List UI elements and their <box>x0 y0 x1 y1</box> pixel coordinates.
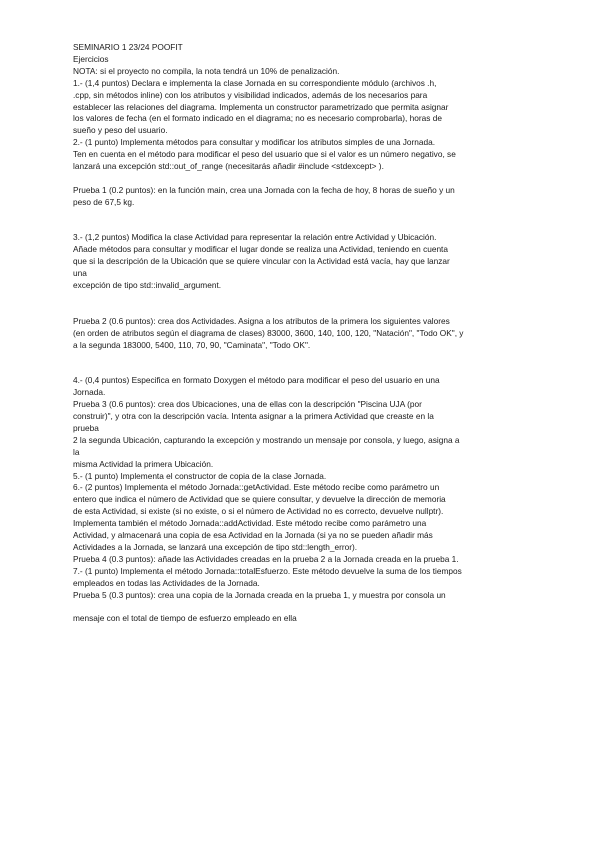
text-line: prueba <box>73 422 99 433</box>
text-line: 5.- (1 punto) Implementa el constructor de copia de la clase Jornada. <box>73 470 327 481</box>
text-line: 2 la segunda Ubicación, capturando la excepción y mostrando un mensaje por consola, y luego, asigna a <box>73 434 460 445</box>
document-heading: SEMINARIO 1 23/24 POOFIT <box>73 42 183 52</box>
blank-line <box>73 304 533 316</box>
text-line: establecer las relaciones del diagrama. Implementa un constructor parametrizado que permita asignar <box>73 101 449 112</box>
blank-line <box>73 351 533 363</box>
text-line: 1.- (1,4 puntos) Declara e implementa la clase Jornada en su correspondiente módulo (archivos .h, <box>73 77 437 88</box>
text-line: Añade métodos para consultar y modificar el lugar donde se realiza una Actividad, teniendo en cuenta <box>73 244 448 255</box>
text-line: los valores de fecha (en el formato indicado en el diagrama; no es necesario comprobarla), horas de <box>73 113 442 124</box>
blank-line <box>73 221 533 233</box>
text-line: Implementa también el método Jornada::addActividad. Este método recibe como parámetro una <box>73 518 427 529</box>
text-line: Prueba 4 (0.3 puntos): añade las Actividades creadas en la prueba 2 a la Jornada creada en la prueba 1. <box>73 553 459 564</box>
text-line: Prueba 3 (0.6 puntos): crea dos Ubicaciones, una de ellas con la descripción "Piscina UJA (por <box>73 399 422 410</box>
text-line: de esta Actividad, si existe (si no existe, o si el número de Actividad no es correcto, devuelve nullptr). <box>73 506 444 517</box>
blank-line <box>73 363 533 375</box>
text-line: misma Actividad la primera Ubicación. <box>73 458 214 469</box>
text-line: Actividades a la Jornada, se lanzará una excepción de tipo std::length_error). <box>73 541 358 552</box>
text-line: Jornada. <box>73 387 106 398</box>
text-line: 7.- (1 punto) Implementa el método Jornada::totalEsfuerzo. Este método devuelve la suma de los tiempos <box>73 565 462 576</box>
text-line: a la segunda 183000, 5400, 110, 70, 90, "Caminata", "Todo OK". <box>73 339 311 350</box>
text-line: entero que indica el número de Actividad que se quiere consultar, y devuelve la dirección de memoria <box>73 494 446 505</box>
text-line: Prueba 1 (0.2 puntos): en la función main, crea una Jornada con la fecha de hoy, 8 horas de sueño y un <box>73 184 455 195</box>
text-line: la <box>73 446 80 457</box>
blank-line <box>73 292 533 304</box>
text-line: una <box>73 268 87 279</box>
text-line: Prueba 2 (0.6 puntos): crea dos Actividades. Asigna a los atributos de la primera los siguientes valores <box>73 315 450 326</box>
text-line: Prueba 5 (0.3 puntos): crea una copia de la Jornada creada en la prueba 1, y muestra por consola un <box>73 589 446 600</box>
text-line: 6.- (2 puntos) Implementa el método Jornada::getActividad. Este método recibe como parámetro un <box>73 482 440 493</box>
text-line: Ten en cuenta en el método para modificar el peso del usuario que si el valor es un número negativo, se <box>73 149 456 160</box>
text-line: lanzará una excepción std::out_of_range (necesitarás añadir #include <stdexcept> ). <box>73 161 384 172</box>
blank-line <box>73 209 533 221</box>
text-line: (en orden de atributos según el diagrama de clases) 83000, 3600, 140, 100, 120, "Natación", "Todo OK", y <box>73 327 464 338</box>
blank-line <box>73 173 533 185</box>
text-line: mensaje con el total de tiempo de esfuerzo empleado en ella <box>73 613 297 624</box>
text-line: empleados en todas las Actividades de la Jornada. <box>73 577 260 588</box>
document-body <box>73 42 533 625</box>
text-line: peso de 67,5 kg. <box>73 196 135 207</box>
text-line: 2.- (1 punto) Implementa métodos para consultar y modificar los atributos simples de una Jornada. <box>73 137 436 148</box>
text-line: 4.- (0,4 puntos) Especifica en formato Doxygen el método para modificar el peso del usuario en una <box>73 375 440 386</box>
text-line: sueño y peso del usuario. <box>73 125 168 136</box>
text-line: 3.- (1,2 puntos) Modifica la clase Actividad para representar la relación entre Actividad y Ubicación. <box>73 232 437 243</box>
document-subheading: Ejercicios <box>73 53 109 64</box>
blank-line <box>73 601 533 613</box>
text-line: .cpp, sin métodos inline) con los atributos y visibilidad indicados, además de los necesarios para <box>73 89 428 100</box>
text-line: Actividad, y almacenará una copia de esa Actividad en la Jornada (si ya no se pueden añadir más <box>73 530 433 541</box>
text-line: construir)", y otra con la descripción vacía. Intenta asignar a la primera Actividad que creaste en la <box>73 410 434 421</box>
text-line: NOTA: si el proyecto no compila, la nota tendrá un 10% de penalización. <box>73 65 340 76</box>
text-line: que si la descripción de la Ubicación que se quiere vincular con la Actividad está vacía, hay que lanzar <box>73 256 450 267</box>
text-line: excepción de tipo std::invalid_argument. <box>73 280 222 291</box>
